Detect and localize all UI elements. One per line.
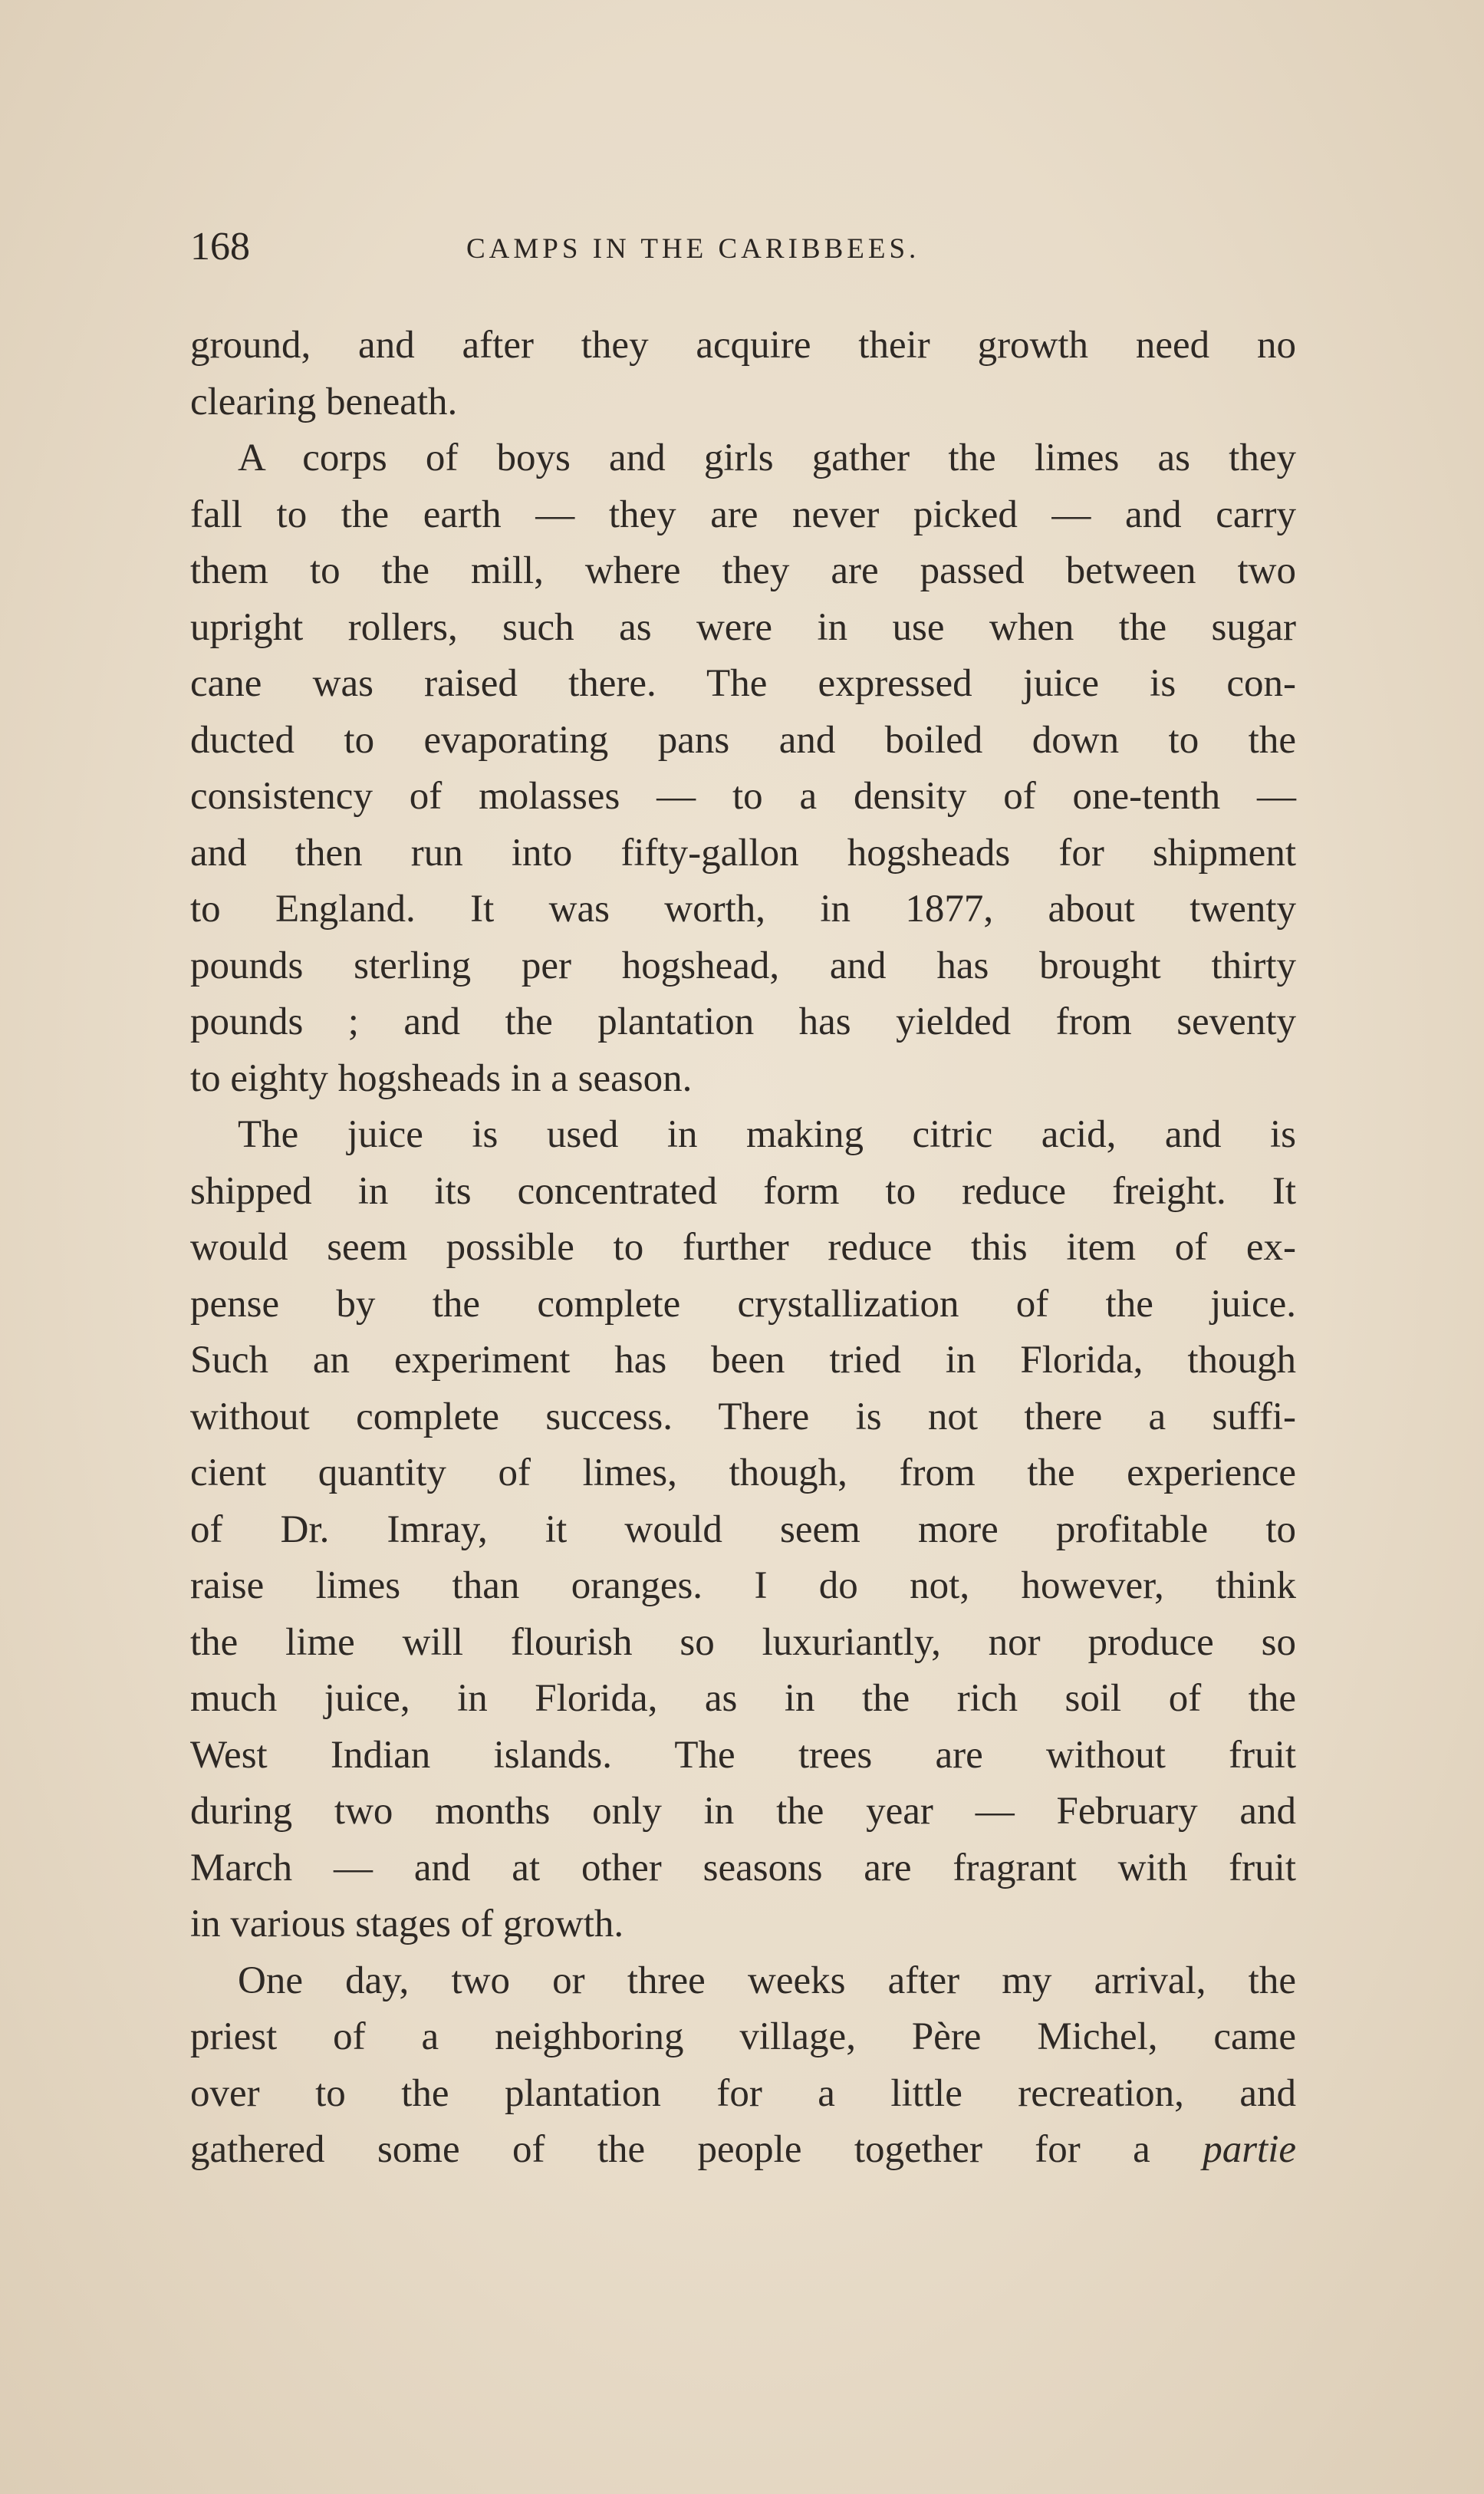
text-line: shipped in its concentrated form to reduce freight. It	[190, 1169, 1296, 1213]
running-title: CAMPS IN THE CARIBBEES.	[466, 233, 920, 265]
text-line: of Dr. Imray, it would seem more profitable to	[190, 1507, 1296, 1551]
text-line-final	[190, 2122, 1296, 2179]
text-line: and then run into fifty-gallon hogsheads for shipment	[190, 831, 1296, 875]
text-line: to eighty hogsheads in a season.	[190, 1056, 693, 1100]
text-line: much juice, in Florida, as in the rich soil of the	[190, 1677, 1296, 1720]
text-line: would seem possible to further reduce this item of ex-	[190, 1226, 1296, 1269]
text-line: ducted to evaporating pans and boiled down to the	[190, 718, 1296, 762]
body-text	[190, 318, 1296, 2179]
text-line: fall to the earth — they are never picked — and carry	[190, 493, 1296, 536]
final-line-text: gathered some of the people together for a	[190, 2128, 1150, 2171]
italic-word: partie	[1203, 2128, 1297, 2171]
text-line: pense by the complete crystallization of the juice.	[190, 1282, 1296, 1326]
text-line: Such an experiment has been tried in Florida, though	[190, 1339, 1296, 1382]
running-head	[190, 224, 1296, 270]
text-line: clearing beneath.	[190, 380, 458, 423]
text-line: during two months only in the year — February and	[190, 1790, 1296, 1833]
text-line: consistency of molasses — to a density of one-tenth —	[190, 775, 1296, 818]
text-line: One day, two or three weeks after my arrival, the	[238, 1959, 1296, 2002]
text-line: upright rollers, such as were in use when the sugar	[190, 605, 1296, 649]
text-line: cane was raised there. The expressed juice is con-	[190, 662, 1296, 705]
text-line: raise limes than oranges. I do not, however, think	[190, 1564, 1296, 1607]
text-line: March — and at other seasons are fragrant with fruit	[190, 1846, 1296, 1889]
text-line: West Indian islands. The trees are without fruit	[190, 1733, 1296, 1777]
text-line: in various stages of growth.	[190, 1903, 624, 1945]
text-line: without complete success. There is not there a suffi-	[190, 1395, 1296, 1438]
text-line: to England. It was worth, in 1877, about twenty	[190, 888, 1296, 931]
text-line: the lime will flourish so luxuriantly, nor produce so	[190, 1620, 1296, 1664]
text-line: priest of a neighboring village, Père Michel, came	[190, 2015, 1296, 2058]
text-line: A corps of boys and girls gather the limes as they	[238, 437, 1296, 479]
text-line: over to the plantation for a little recreation, and	[190, 2071, 1296, 2115]
text-line: ground, and after they acquire their growth need no	[190, 324, 1296, 367]
text-line: The juice is used in making citric acid, and is	[238, 1113, 1296, 1156]
text-line: pounds sterling per hogshead, and has brought thirty	[190, 944, 1296, 987]
text-line: cient quantity of limes, though, from the experience	[190, 1451, 1296, 1494]
page-number: 168	[190, 225, 250, 269]
text-line: pounds ; and the plantation has yielded from seventy	[190, 1000, 1296, 1043]
text-line: them to the mill, where they are passed between two	[190, 549, 1296, 592]
